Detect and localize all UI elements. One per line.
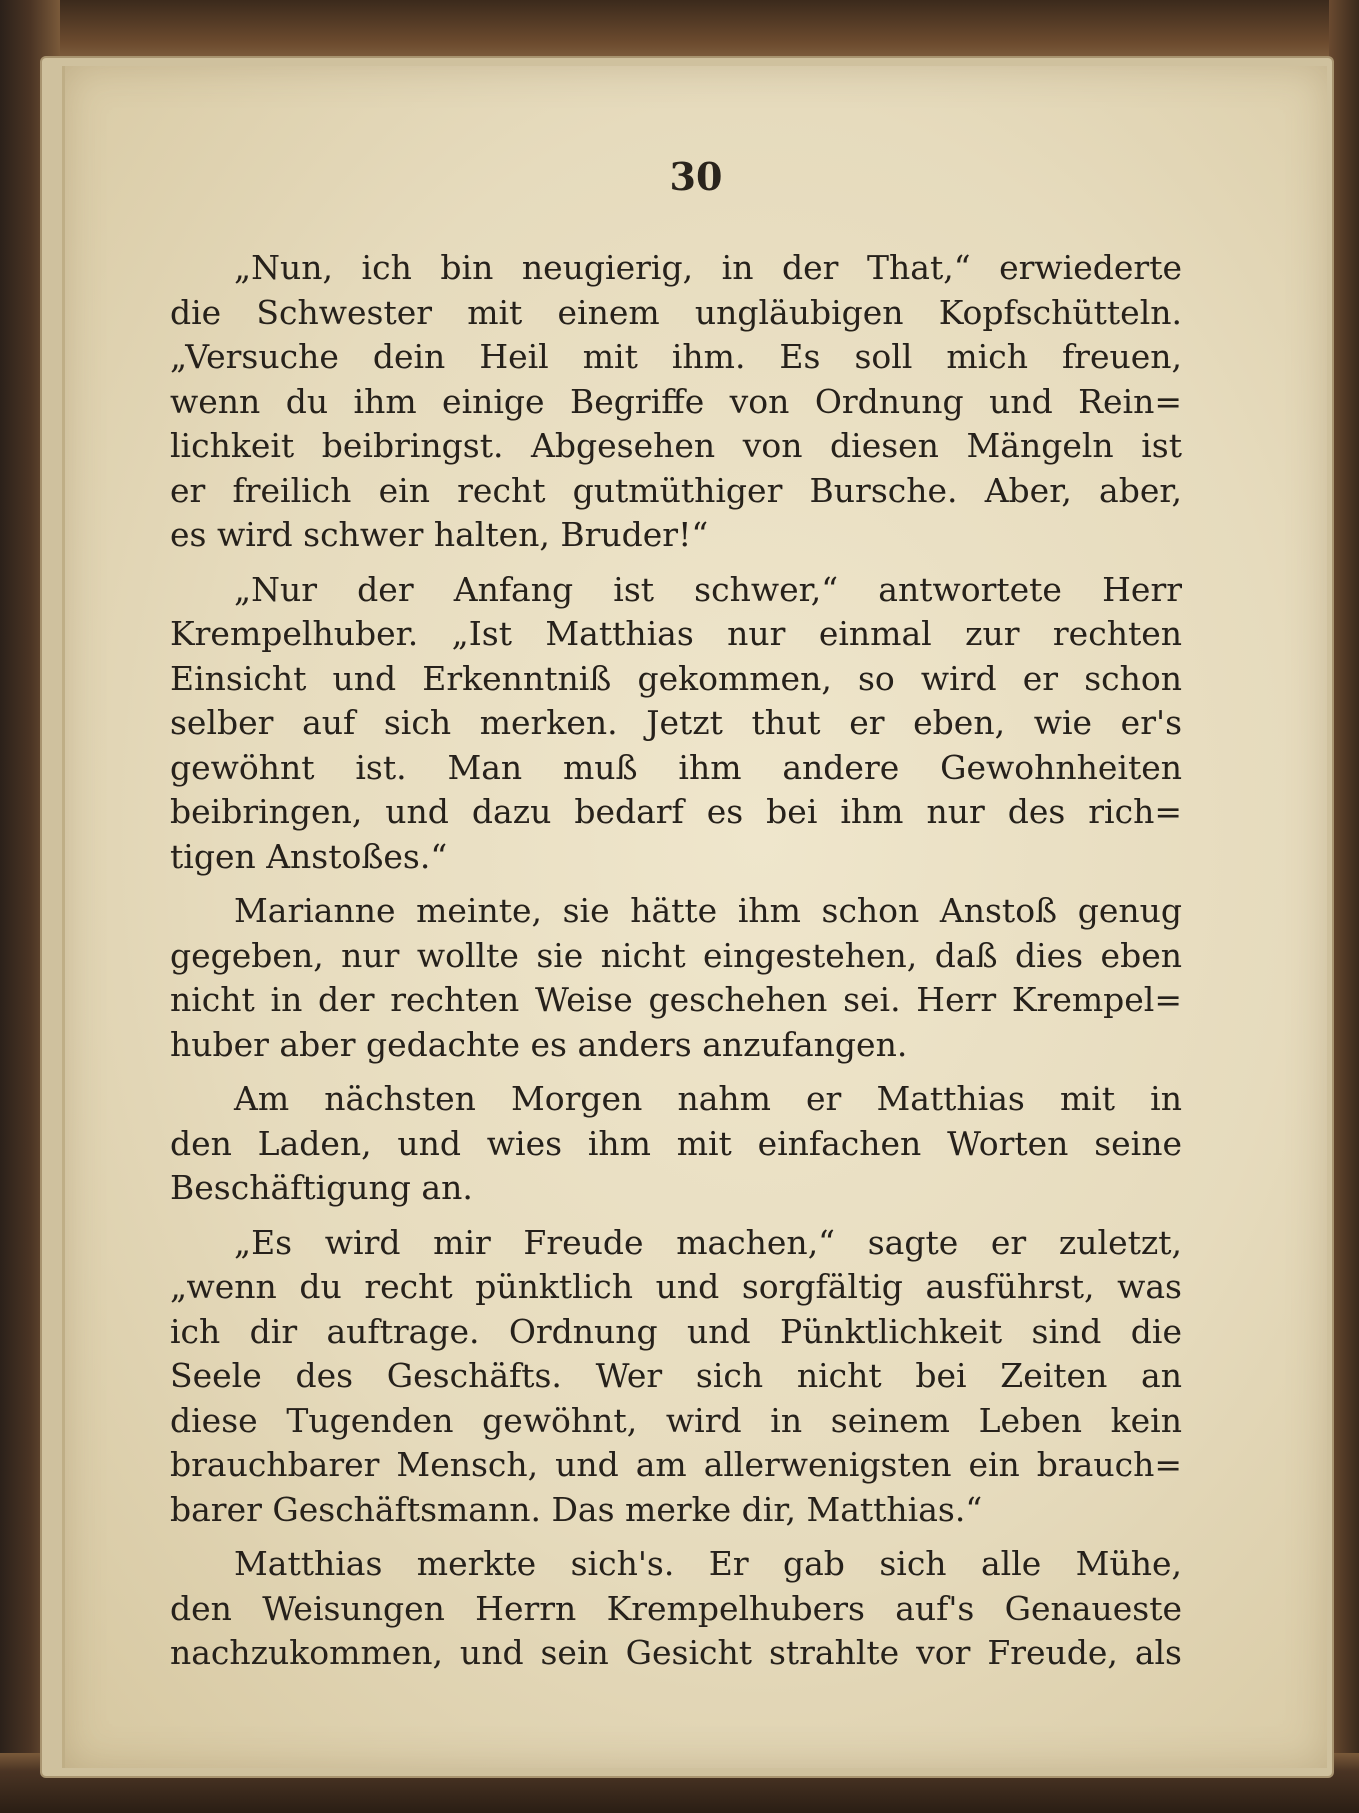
text-line: Marianne meinte, sie hätte ihm schon Anstoß genug — [234, 891, 1182, 930]
paragraph — [170, 1221, 1182, 1533]
page-number: 30 — [669, 154, 723, 199]
text-line: wenn du ihm einige Begriffe von Ordnung und Rein= — [170, 381, 1182, 421]
page-text — [170, 246, 1182, 1686]
text-line: „wenn du recht pünktlich und sorgfältig ausführst, was — [170, 1267, 1182, 1306]
text-line: huber aber gedachte es anders anzufangen. — [170, 1024, 908, 1064]
text-line: „Versuche dein Heil mit ihm. Es soll mich freuen, — [170, 337, 1182, 376]
text-line: tigen Anstoßes.“ — [170, 836, 448, 876]
text-line: nachzukommen, und sein Gesicht strahlte vor Freude, als — [170, 1633, 1182, 1672]
text-line: brauchbarer Mensch, und am allerwenigsten ein brauch= — [170, 1445, 1182, 1484]
text-line: Einsicht und Erkenntniß gekommen, so wird er schon — [170, 658, 1182, 698]
text-line: Beschäftigung an. — [170, 1168, 473, 1207]
text-line: ich dir auftrage. Ordnung und Pünktlichkeit sind die — [170, 1311, 1182, 1351]
text-line: Seele des Geschäfts. Wer sich nicht bei Zeiten an — [170, 1356, 1182, 1395]
text-line: „Nur der Anfang ist schwer,“ antwortete Herr — [234, 569, 1182, 609]
text-line: nicht in der rechten Weise geschehen sei. Herr Krempel= — [170, 980, 1182, 1019]
text-line: „Es wird mir Freude machen,“ sagte er zuletzt, — [234, 1222, 1182, 1262]
paragraph — [170, 1077, 1182, 1211]
text-line: barer Geschäftsmann. Das merke dir, Matthias.“ — [170, 1489, 983, 1529]
text-line: gegeben, nur wollte sie nicht eingestehen, daß dies eben — [170, 935, 1182, 975]
text-line: „Nun, ich bin neugierig, in der That,“ erwiederte — [234, 248, 1182, 287]
paragraph — [170, 889, 1182, 1067]
text-line: Matthias merkte sich's. Er gab sich alle Mühe, — [234, 1544, 1182, 1583]
paragraph — [170, 246, 1182, 558]
text-line: Am nächsten Morgen nahm er Matthias mit in — [234, 1079, 1182, 1118]
text-line: die Schwester mit einem ungläubigen Kopfschütteln. — [170, 292, 1182, 332]
text-line: es wird schwer halten, Bruder!“ — [170, 515, 709, 554]
book-cover-right — [1329, 0, 1359, 1813]
text-line: beibringen, und dazu bedarf es bei ihm nur des rich= — [170, 792, 1182, 831]
text-line: lichkeit beibringst. Abgesehen von diesen Mängeln ist — [170, 426, 1182, 465]
text-line: selber auf sich merken. Jetzt thut er eben, wie er's — [170, 703, 1182, 742]
paragraph — [170, 1542, 1182, 1676]
text-line: den Laden, und wies ihm mit einfachen Worten seine — [170, 1123, 1182, 1163]
text-line: diese Tugenden gewöhnt, wird in seinem Leben kein — [170, 1400, 1182, 1440]
text-line: er freilich ein recht gutmüthiger Bursche. Aber, aber, — [170, 470, 1182, 510]
paragraph — [170, 568, 1182, 880]
text-line: Krempelhuber. „Ist Matthias nur einmal zur rechten — [170, 614, 1182, 653]
text-line: gewöhnt ist. Man muß ihm andere Gewohnheiten — [170, 747, 1182, 787]
text-line: den Weisungen Herrn Krempelhubers auf's Genaueste — [170, 1588, 1182, 1628]
